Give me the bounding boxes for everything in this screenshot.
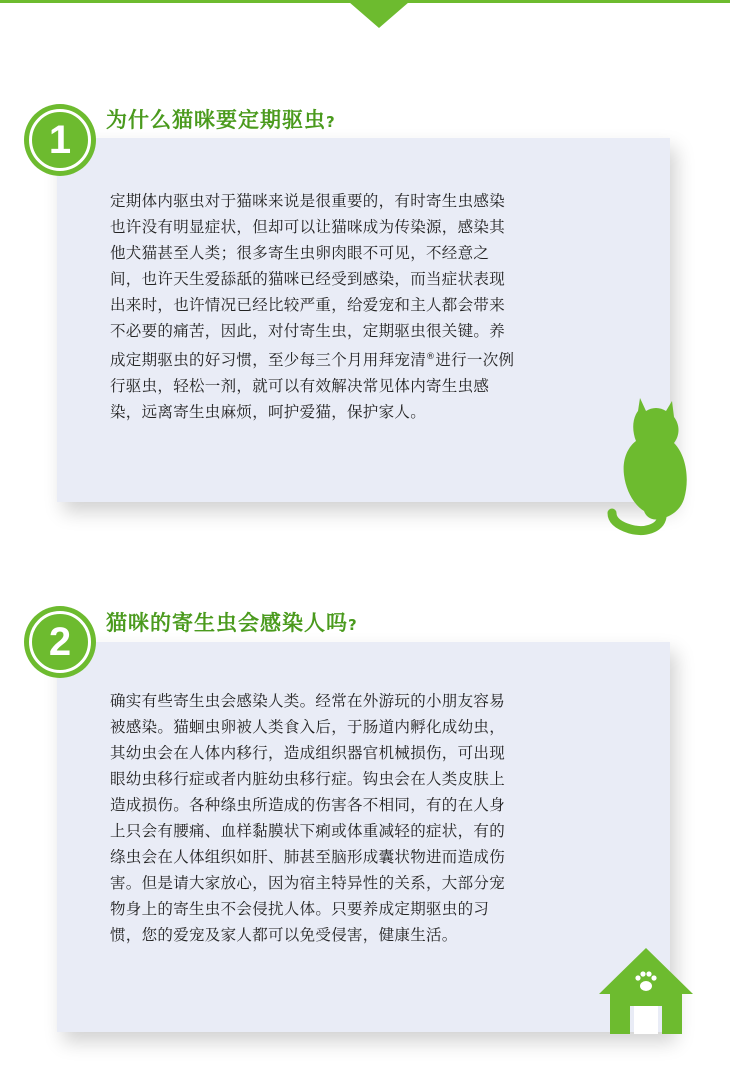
badge-number: 2: [48, 620, 72, 664]
pet-house-icon: [598, 946, 694, 1038]
down-arrow-notch-icon: [349, 2, 409, 28]
section-title-2: [106, 607, 358, 637]
body-text-part-2: 进行一次例 行驱虫，轻松一剂，就可以有效解决常见体内寄生虫感 染，远离寄生虫麻烦，呵护爱猫，保护家人。: [110, 351, 515, 422]
section-title-text: 为什么猫咪要定期驱虫: [106, 108, 326, 132]
section-body-1: [110, 188, 620, 425]
number-badge-1: [24, 104, 96, 176]
body-text-part-1: 定期体内驱虫对于猫咪来说是很重要的，有时寄生虫感染 也许没有明显症状，但却可以让猫咪成为传染源，感染其 他犬猫甚至人类；很多寄生虫卵肉眼不可见，不经意之 间，也许天生爱舔舐的猫咪已经受到感染，而当症状表现 出来时，也许情况已经比较严重，给爱宠和主人都会带来 不必要的痛苦，因此，对付寄生虫，定期驱虫很关键。养 成定期驱虫的好习惯，至少每三个月用拜宠清: [110, 192, 506, 370]
section-body-2: 确实有些寄生虫会感染人类。经常在外游玩的小朋友容易 被感染。猫蛔虫卵被人类食入后，于肠道内孵化成幼虫， 其幼虫会在人体内移行，造成组织器官机械损伤，可出现 眼幼虫移行症或者内脏幼虫移行症。钩虫会在人类皮肤上 造成损伤。各种绦虫所造成的伤害各不相同，有的在人身 上只会有腰痛、血样黏膜状下痢或体重减轻的症状，有的 绦虫会在人体组织如肝、肺甚至脑形成囊状物进而造成伤 害。但是请大家放心，因为宿主特异性的关系，大部分宠 物身上的寄生虫不会侵扰人体。只要养成定期驱虫的习 惯，您的爱宠及家人都可以免受侵害，健康生活。: [110, 692, 506, 944]
title-question-mark: ?: [326, 113, 336, 131]
number-badge-2: [24, 606, 96, 678]
registered-mark: ®: [426, 352, 436, 362]
title-question-mark: ?: [348, 616, 358, 634]
section-title-1: [106, 104, 336, 134]
section-title-text: 猫咪的寄生虫会感染人吗: [106, 611, 348, 635]
cat-silhouette-icon: [600, 395, 690, 537]
badge-number: 1: [48, 118, 72, 162]
